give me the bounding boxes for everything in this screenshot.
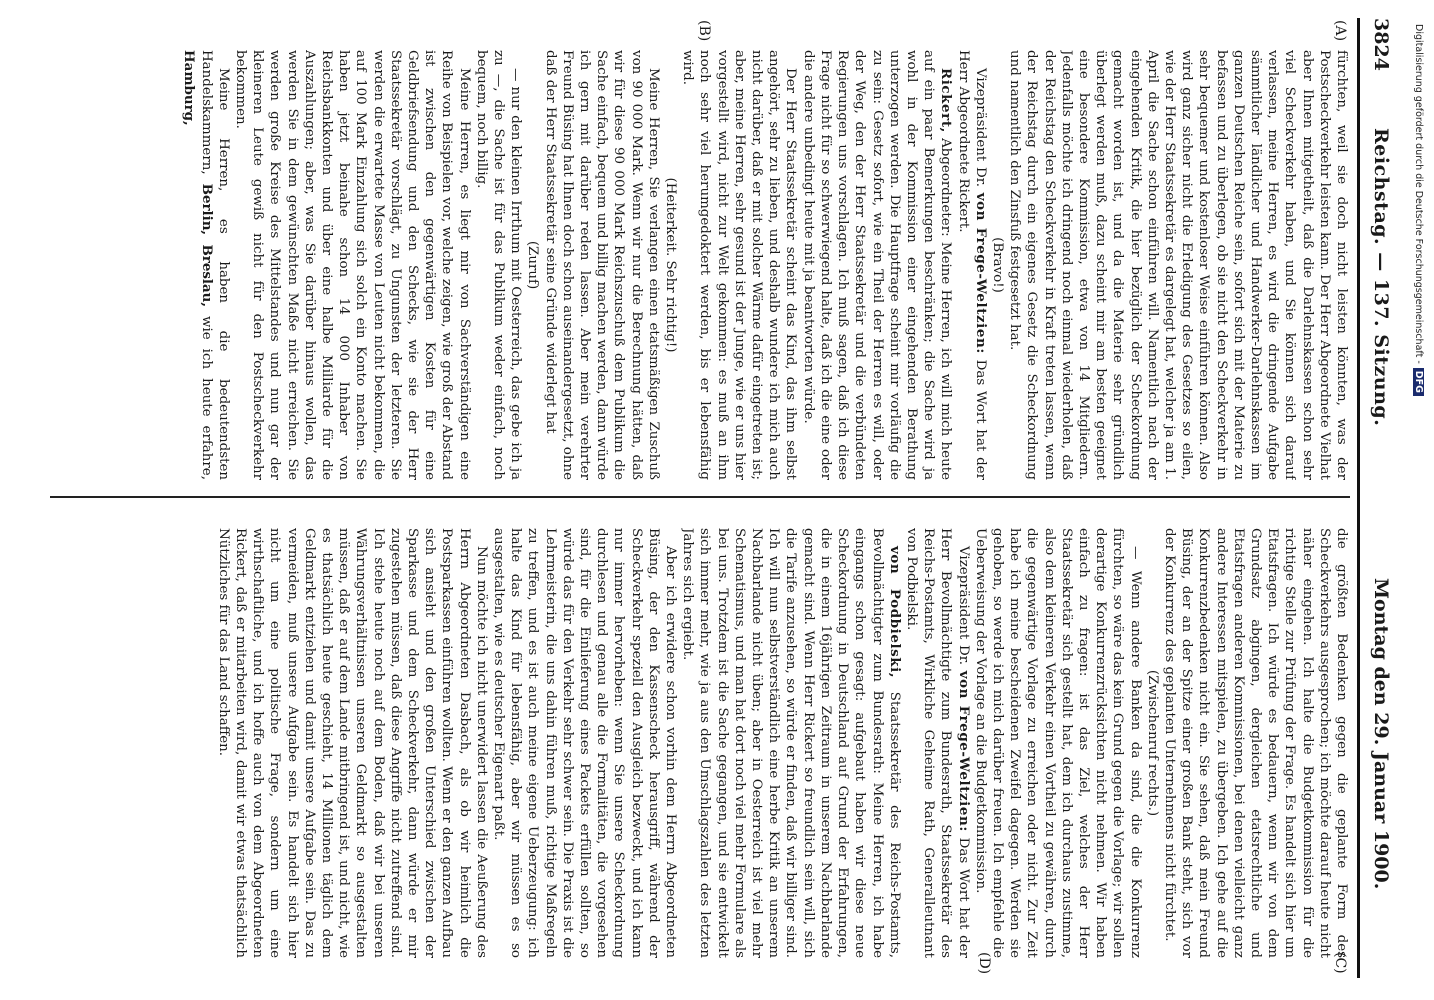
speech-text: wie ich heute erfahre, bbox=[198, 307, 214, 480]
interjection: (Zwischenruf rechts.) bbox=[1144, 669, 1160, 817]
page-number: 3824 bbox=[1370, 18, 1392, 71]
margin-marker-c: (C) bbox=[1332, 952, 1348, 974]
paragraph: Nun möchte ich nicht unerwidert lassen die Aeußerung des Herrn Abgeordneten Dasbach, als ob wir heimlich die Postsparkassen einführen wollten. Wenn er den ganzen Aufbau sich ansieht und den großen Unterschied zwischen der Sparkasse und dem Scheckverkehr, dann würde er mir zugestehen müssen, daß diese Angriffe nicht zutreffend sind. Ich stehe heute noch auf dem Boden, daß wir bei unseren Währungsverhältnissen unseren Geldmarkt so ausgestalten müssen, daß er auf dem Lande mitbringend ist, und nicht, wie es thatsächlich heute geschieht, 14 Millionen täglich dem Geldmarkt entziehen und damit unsere Aufgabe sein. Das zu vermeiden, muß unsere Aufgabe sein. Es handelt sich hier nicht um eine politische Frage, sondern um eine wirthschaftliche, und ich hoffe auch von dem Abgeordneten Rickert, daß er mitarbeiten wird, damit wir etwas thatsächlich Nützliches für das Land schaffen. bbox=[215, 528, 489, 958]
left-column bbox=[50, 50, 1350, 480]
speech-text: Das Wort hat der Herr Bevollmächtigte zum Bundesrath, Staatssekretär des Reichs-Postamts, Wirkliche Geheime Rath, Generalleutnant von Podbielski. bbox=[903, 528, 971, 958]
margin-marker-d: (D) bbox=[976, 952, 992, 975]
interjection: (Bravo!) bbox=[989, 237, 1005, 293]
paragraph: — nur den kleinen Irrthum mit Oesterreich, das gebe ich ja zu —, die Sache ist für das Publikum weder einfach, noch bequem, noch billig. bbox=[473, 50, 524, 480]
paragraph bbox=[679, 528, 903, 958]
digitization-credit bbox=[1410, 10, 1430, 990]
speech-text: Staatssekretär des Reichs-Postamts, Bevollmächtigter zum Bundesrath: Meine Herren, ich habe eingangs schon gesagt: aufgebaut haben wir diese neue Scheckordnung in Deutschland auf Grund der Erfahrungen, die in einem 16jährigen Zeitraum in unserem Nachbarlande gemacht sind. Wenn Herr Rickert so freundlich sein will, sich die Tarife anzusehen, so würde er finden, daß wir billiger sind. Ich will nun selbstverständlich eine herbe Kritik an unserem Nachbarlande nicht üben; aber in Oesterreich ist viel mehr Schematismus, und man hat dort noch viel mehr Formulare als bei uns. Trotzdem ist die Sache gegangen, und sie entwickelt sich immer mehr, wie ja aus den Umschlagszahlen des letzten Jahres sich ergiebt. bbox=[680, 528, 902, 958]
interjection: (Zuruf) bbox=[525, 240, 541, 290]
speech-text: Abgeordneter: Meine Herren, ich will mich heute auf ein paar Bemerkungen beschränken; die Sache wird ja wohl in der Kommission einer eingehenden Berathung unterzogen werden. Die Hauptfrage scheint mir vorläufig die zu sein: Gesetz sofort, wie ein Theil der Herren es will, oder der Weg, den der Herr Staatssekretär und die verbündeten Regierungen uns vorschlagen. Ich muß sagen, daß ich diese Frage nicht für so schwerwiegend halte, daß ich die eine oder die andere unbedingt heute mit ja beantworten würde. bbox=[800, 50, 954, 480]
city-name: Hamburg, bbox=[181, 50, 198, 126]
page-header bbox=[1352, 18, 1412, 978]
paragraph: Der Herr Staatssekretär scheint das Kind, das ihm selbst angehört, sehr zu lieben, und deshalb wundere ich mich auch nicht darüber, daß er mit solcher Wärme dafür eingetreten ist; aber, meine Herren, sehr gesund ist der Junge, wie er uns hier vorgestellt wird, nicht zur Welt gekommen: es muß an ihm noch sehr viel herumgedoktert werden, bis er lebensfähig wird. bbox=[680, 50, 799, 480]
dfg-logo: DFG bbox=[1413, 368, 1424, 396]
speaker-name: von Frege-Weltzien: bbox=[955, 670, 972, 832]
speaker-name: Rickert, bbox=[938, 68, 955, 133]
paragraph: Aber ich erwidere schon vorhin dem Herrn Abgeordneten Büsing, der den Kassenscheck herausgriff, während der Scheckverkehr speziell den Ausgleich bezweckt, und ich kann nur immer hervorheben: wenn Sie unsere Scheckordnung durchlesen und genau alle die Formalitäten, die vorgesehen sind, für die Einlieferung eines Packets erfüllen sollten, so würde das für den Verkehr sehr schwer sein. Die Praxis ist die Lehrmeisterin, die uns dahin führen muß, richtige Maßregeln zu treffen, und es ist auch meine eigene Ueberzeugung: ich halte das Kind für lebensfähig, aber wir müssen es so ausgestalten, wie es deutscher Eigenart paßt. bbox=[491, 528, 679, 958]
paragraph bbox=[180, 50, 232, 480]
speech-text: Meine Herren, es haben die bedeutendsten Handelskammern, bbox=[198, 50, 231, 480]
speaker-title: Vizepräsident Dr. bbox=[955, 546, 971, 671]
city-names: Berlin, Breslau, bbox=[198, 183, 215, 308]
speaker-name: von Podbielski, bbox=[886, 546, 903, 679]
interjection: (Heiterkeit. Sehr richtig!) bbox=[663, 177, 679, 353]
paragraph: Meine Herren, Sie verlangen einen etatsmäßigen Zuschuß von 90 000 Mark. Wenn wir nur die Berechnung hätten, daß wir für diese 90 000 Mark Reichszuschuß dem Publikum die Sache einfach, bequem und billig machen werden, dann würde ich gern mit darüber reden lassen. Aber mein verehrter Freund Büsing hat Ihnen doch schon auseinandergesetzt, ohne daß der Herr Staatssekretär seine Gründe widerlegt hat bbox=[542, 50, 661, 480]
speaker-title: Vizepräsident Dr. bbox=[972, 68, 988, 193]
speaker-name: von Frege-Weltzien: bbox=[972, 192, 989, 354]
paragraph bbox=[954, 50, 988, 480]
paragraph: die größten Bedenken gegen die geplante Form des Scheckverkehrs ausgesprochen; ich möchte darauf heute nicht näher eingehen. Ich halte die Budgetkommission für die richtige Stelle zur Prüfung der Frage. Es handelt sich hier um Etatsfragen. Ich würde es bedauern, wenn wir von dem Grundsatz abgingen, dergleichen etatsrechtliche und Etatsfragen anderen Kommissionen, bei denen vielleicht ganz andere Interessen mitspielen, zu übergeben. Ich gehe auf die Konkurrenzbedenken nicht ein. Sie sehen, daß mein Freund Büsing, der an der Spitze einer großen Bank steht, sich vor der Konkurrenz des geplanten Unternehmens nicht fürchtet. bbox=[1161, 528, 1349, 958]
paragraph: Meine Herren, es liegt mir von Sachverständigen eine Reihe von Beispielen vor, welche zeigen, wie groß der Abstand ist zwischen den gegenwärtigen Kosten für eine Geldbriefsendung und den Schecks, wie sie der Herr Staatssekretär vorschlägt, zu Ungunsten der letzteren. Sie werden die erwartete Masse von Leuten nicht bekommen, die auf 100 Mark Einzahlung sich solch ein Konto machen. Sie haben jetzt beinahe schon 14 000 Inhaber von Reichsbankkonten und über eine halbe Milliarde für die Auszahlungen; aber, was Sie darüber hinaus wollen, das werden Sie in dem gewünschten Maße nicht erreichen. Sie werden große Kreise des Mittelstandes und nun gar der kleineren Leute gewiß nicht für den Postscheckverkehr bekommen. bbox=[233, 50, 472, 480]
column-divider bbox=[50, 496, 1350, 498]
paragraph bbox=[903, 528, 972, 958]
credit-text: Digitalisierung gefördert durch die Deutsche Forschungsgemeinschaft - bbox=[1413, 24, 1424, 364]
margin-marker-a: (A) bbox=[1332, 20, 1348, 42]
header-session: Reichstag. — 137. Sitzung. bbox=[1370, 128, 1392, 427]
paragraph: fürchten, weil sie doch nicht leisten könnten, was der Postscheckverkehr leisten kann. Der Herr Abgeordnete Vielhat aber Ihnen mitgetheilt, daß die Darlehnskassen schon sehr viel Scheckverkehr haben, und Sie können sich darauf verlassen, meine Herren, es wird die dringende Aufgabe sämmtlicher ländlicher und Handwerker-Darlehnskassen im ganzen Deutschen Reiche sein, sofort sich mit der Materie zu befassen und zu überlegen, ob sie nicht den Scheckverkehr in sehr bequemer und kostenloser Weise einführen können. Also wird ganz sicher nicht die Erledigung des Gesetzes so eilen, wie der Herr Staatssekretär es dargelegt hat, welcher ja am 1. April die Sache schon einführen will. Namentlich nach der eingehenden Kritik, die hier bezüglich der Scheckordnung gemacht worden ist, und da die Materie sehr gründlich überlegt werden muß, dazu scheint mir am besten geeignet eine besondere Kommission, etwa von 14 Mitgliedern. Jedenfalls möchte ich dringend noch einmal wiederholen, daß der Reichstag den Scheckverkehr in Kraft treten lassen, wenn der Reichstag durch ein eigenes Gesetz die Scheckordnung und namentlich den Zinsfuß festgesetzt hat. bbox=[1007, 50, 1349, 480]
header-date: Montag den 29. Januar 1900. bbox=[1370, 578, 1392, 890]
newspaper-page bbox=[27, 18, 1412, 978]
paragraph bbox=[800, 50, 955, 480]
margin-marker-b: (B) bbox=[696, 20, 712, 42]
right-column bbox=[50, 528, 1350, 958]
header-rule bbox=[1357, 18, 1360, 978]
speech-text: Das Wort hat der Herr Abgeordnete Rickert. bbox=[955, 50, 988, 480]
paragraph: — Wenn andere Banken da sind, die die Konkurrenz fürchten, so wäre das kein Grund gegen die Vorlage; wir sollen derartige Konkurrenzrücksichten nicht nehmen. Wir haben einfach zu fragen: ist das Ziel, welches der Herr Staatssekretär sich gestellt hat, dem ich durchaus zustimme, also dem kleineren Verkehr einen Vortheil zu gewähren, durch die gegenwärtige Vorlage zu erreichen oder nicht. Zur Zeit habe ich meine bescheidenen Zweifel dagegen. Werden sie gehoben, so werde ich mich darüber freuen. Ich empfehle die Ueberweisung der Vorlage an die Budgetkommission. bbox=[972, 528, 1143, 958]
